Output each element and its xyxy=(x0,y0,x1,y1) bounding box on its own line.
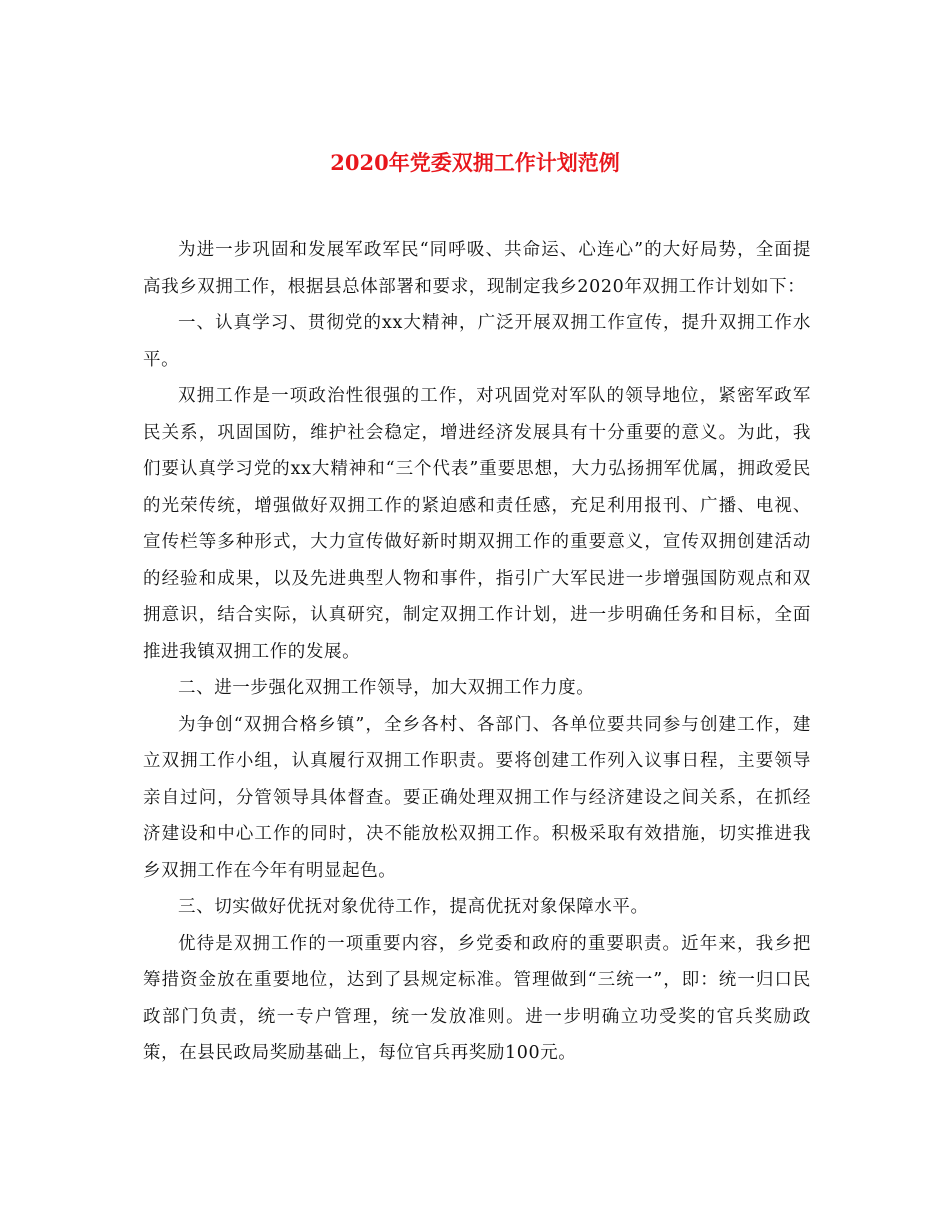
document-title: 2020年党委双拥工作计划范例 xyxy=(330,150,620,175)
paragraph-section-1: 双拥工作是一项政治性很强的工作，对巩固党对军队的领导地位，紧密军政军民关系，巩固国防，维护社会稳定，增进经济发展具有十分重要的意义。为此，我们要认真学习党的xx大精神和“三个代表”重要思想，大力弘扬拥军优属，拥政爱民的光荣传统，增强做好双拥工作的紧迫感和责任感，充足利用报刊、广播、电视、宣传栏等多种形式，大力宣传做好新时期双拥工作的重要意义，宣传双拥创建活动的经验和成果，以及先进典型人物和事件，指引广大军民进一步增强国防观点和双拥意识，结合实际，认真研究，制定双拥工作计划，进一步明确任务和目标，全面推进我镇双拥工作的发展。 xyxy=(143,386,811,662)
paragraph-intro: 为进一步巩固和发展军政军民“同呼吸、共命运、心连心”的大好局势，全面提高我乡双拥工作，根据县总体部署和要求，现制定我乡2020年双拥工作计划如下： xyxy=(143,240,811,297)
section-heading-2: 二、进一步强化双拥工作领导，加大双拥工作力度。 xyxy=(178,678,595,698)
paragraph-section-3: 优待是双拥工作的一项重要内容，乡党委和政府的重要职责。近年来，我乡把筹措资金放在重要地位，达到了县规定标准。管理做到“三统一”，即：统一归口民政部门负责，统一专户管理，统一发放准则。进一步明确立功受奖的官兵奖励政策，在县民政局奖励基础上，每位官兵再奖励100元。 xyxy=(143,933,811,1063)
section-heading-1: 一、认真学习、贯彻党的xx大精神，广泛开展双拥工作宣传，提升双拥工作水平。 xyxy=(143,313,811,370)
document-body xyxy=(143,232,811,1072)
section-heading-3: 三、切实做好优抚对象优待工作，提高优抚对象保障水平。 xyxy=(178,897,649,917)
paragraph-section-2: 为争创“双拥合格乡镇”，全乡各村、各部门、各单位要共同参与创建工作，建立双拥工作小组，认真履行双拥工作职责。要将创建工作列入议事日程，主要领导亲自过问，分管领导具体督查。要正确处理双拥工作与经济建设之间关系，在抓经济建设和中心工作的同时，决不能放松双拥工作。积极采取有效措施，切实推进我乡双拥工作在今年有明显起色。 xyxy=(143,714,811,881)
